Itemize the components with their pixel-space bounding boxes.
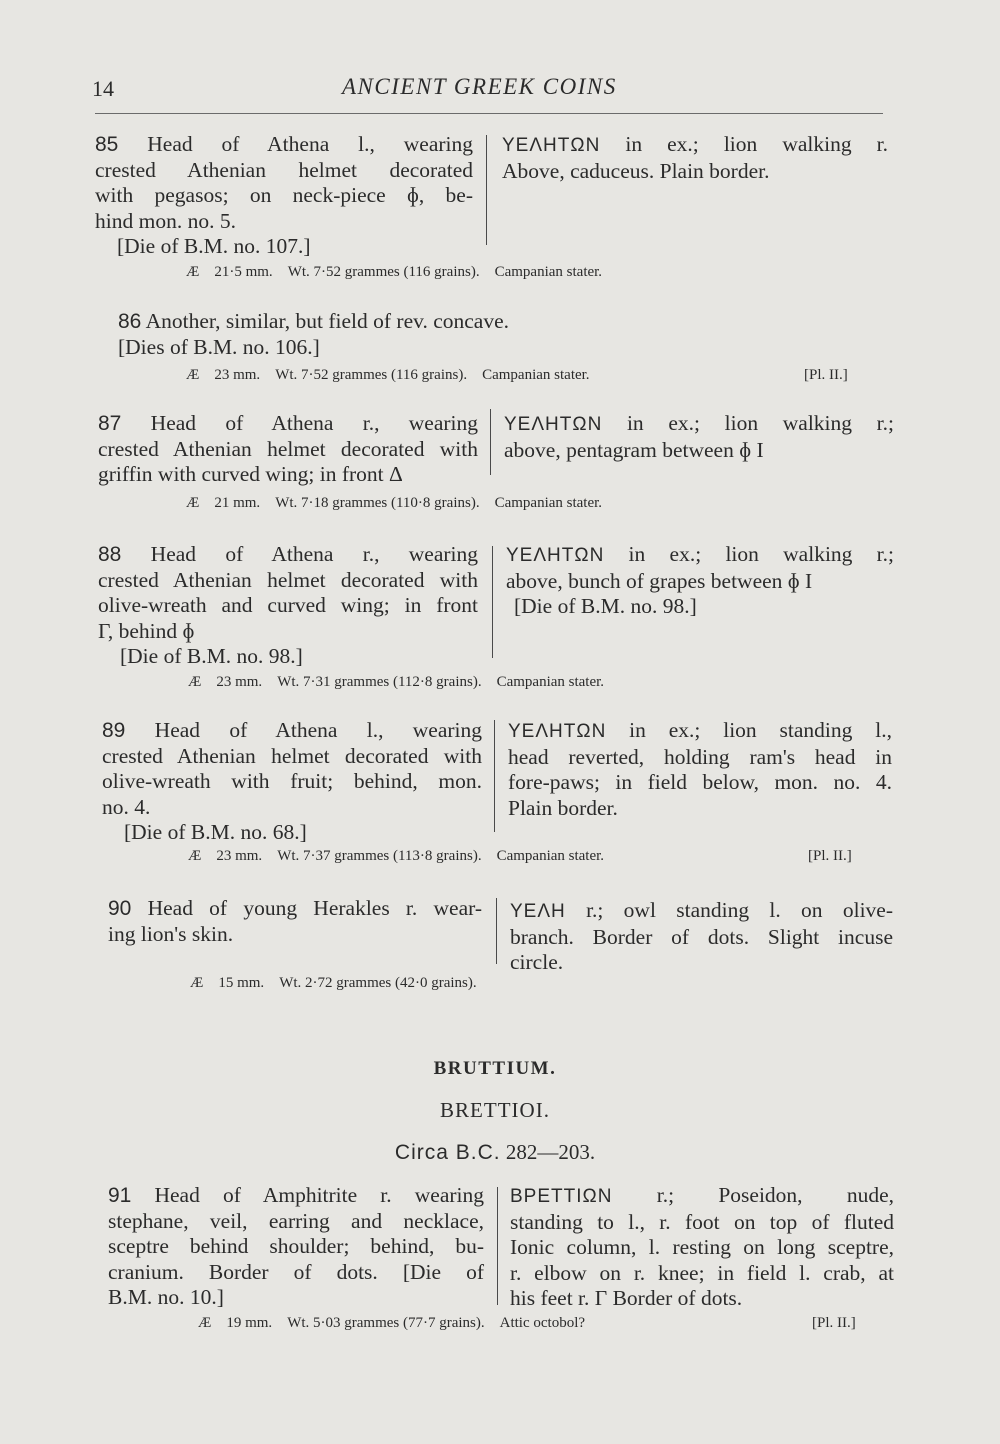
- reverse-90: YEΛH r.; owl standing l. on olive- branch. Border of dots. Slight incuse circle.: [510, 898, 893, 975]
- page-number: 14: [92, 76, 114, 101]
- obverse-85: 85 Head of Athena l., wearing crested Athenian helmet decorated with pegasos; on neck-piece ɸ, be- hind mon. no. 5. [Die of B.M. no. 107.]: [95, 132, 474, 259]
- coin-legend: YEΛHTΩN: [506, 545, 605, 566]
- coin-measurements-87: Æ 21 mm. Wt. 7·18 grammes (110·8 grains). Campanian stater.: [186, 495, 603, 511]
- coin-measurements-91: Æ 19 mm. Wt. 5·03 grammes (77·7 grains). Attic octobol?: [198, 1315, 586, 1331]
- reverse-89: YEΛHTΩN in ex.; lion standing l., head reverted, holding ram's head in fore-paws; in field below, mon. no. 4. Plain border.: [508, 718, 892, 820]
- coin-measurements-90: Æ 15 mm. Wt. 2·72 grammes (42·0 grains).: [190, 975, 477, 991]
- reverse-87: YEΛHTΩN in ex.; lion walking r.; above, pentagram between ɸ I: [504, 411, 894, 462]
- column-divider: [492, 546, 493, 658]
- plate-reference: [Pl. II.]: [812, 1315, 856, 1331]
- entry-number: 90: [108, 897, 132, 920]
- header-rule: [95, 113, 883, 114]
- entry-number: 91: [108, 1184, 132, 1207]
- obverse-91: 91 Head of Amphitrite r. wearing stephane, veil, earring and necklace, sceptre behind shoulder; behind, bu- cranium. Border of dots. [Die of B.M. no. 10.]: [108, 1183, 484, 1310]
- period-heading: [0, 1140, 990, 1165]
- reverse-88: YEΛHTΩN in ex.; lion walking r.; above, bunch of grapes between ɸ I [Die of B.M. no. 98.]: [506, 542, 894, 619]
- entry-number: 89: [102, 719, 126, 742]
- die-reference: [Dies of B.M. no. 106.]: [118, 334, 320, 359]
- coin-legend: YEΛHTΩN: [502, 135, 601, 156]
- column-divider: [496, 898, 497, 964]
- coin-legend: YEΛHTΩN: [504, 414, 603, 435]
- coin-legend: BPETTIΩN: [510, 1186, 613, 1207]
- reverse-85: YEΛHTΩN in ex.; lion walking r. Above, caduceus. Plain border.: [502, 132, 888, 183]
- subsection-title: BRETTIOI.: [440, 1098, 550, 1122]
- entry-number: 88: [98, 543, 122, 566]
- column-divider: [490, 409, 491, 475]
- coin-measurements-89: Æ 23 mm. Wt. 7·37 grammes (113·8 grains). Campanian stater.: [188, 848, 605, 864]
- obverse-90: 90 Head of young Herakles r. wear- ing lion's skin.: [108, 896, 483, 946]
- section-title: BRUTTIUM.: [433, 1058, 557, 1079]
- coin-legend: YEΛH: [510, 901, 566, 922]
- period-years: 282—203.: [505, 1140, 596, 1164]
- obverse-89: 89 Head of Athena l., wearing crested Athenian helmet decorated with olive-wreath with fruit; behind, mon. no. 4. [Die of B.M. no. 68.]: [102, 718, 483, 845]
- running-title: ANCIENT GREEK COINS: [342, 74, 617, 99]
- coin-measurements-85: Æ 21·5 mm. Wt. 7·52 grammes (116 grains). Campanian stater.: [186, 264, 603, 280]
- reverse-91: BPETTIΩN r.; Poseidon, nude, standing to l., r. foot on top of fluted Ionic column, l. resting on long sceptre, r. elbow on r. knee; in field l. crab, at his feet r. Γ Border of dots.: [510, 1183, 894, 1311]
- obverse-86: 86 Another, similar, but field of rev. concave. [Dies of B.M. no. 106.]: [118, 309, 638, 360]
- page-header: [92, 74, 892, 106]
- entry-number: 85: [95, 133, 119, 156]
- coin-measurements-88: Æ 23 mm. Wt. 7·31 grammes (112·8 grains). Campanian stater.: [188, 674, 605, 690]
- column-divider: [497, 1187, 498, 1305]
- coin-measurements-86: Æ 23 mm. Wt. 7·52 grammes (116 grains). Campanian stater.: [186, 367, 590, 383]
- obverse-88: 88 Head of Athena r., wearing crested Athenian helmet decorated with olive-wreath and curved wing; in front Γ, behind ɸ [Die of B.M. no. 98.]: [98, 542, 479, 669]
- entry-number: 87: [98, 412, 122, 435]
- obverse-87: 87 Head of Athena r., wearing crested Athenian helmet decorated with griffin with curved wing; in front Δ: [98, 411, 479, 487]
- column-divider: [486, 135, 487, 245]
- coin-legend: YEΛHTΩN: [508, 721, 607, 742]
- die-reference: [Die of B.M. no. 98.]: [120, 644, 303, 669]
- period-prefix: Circa B.C.: [394, 1141, 501, 1164]
- plate-reference: [Pl. II.]: [804, 367, 848, 383]
- column-divider: [494, 720, 495, 832]
- die-reference: [Die of B.M. no. 98.]: [514, 594, 697, 619]
- die-reference: [Die of B.M. no. 107.]: [117, 234, 311, 259]
- entry-number: 86: [118, 310, 142, 333]
- die-reference: [Die of B.M. no. 68.]: [124, 820, 307, 845]
- plate-reference: [Pl. II.]: [808, 848, 852, 864]
